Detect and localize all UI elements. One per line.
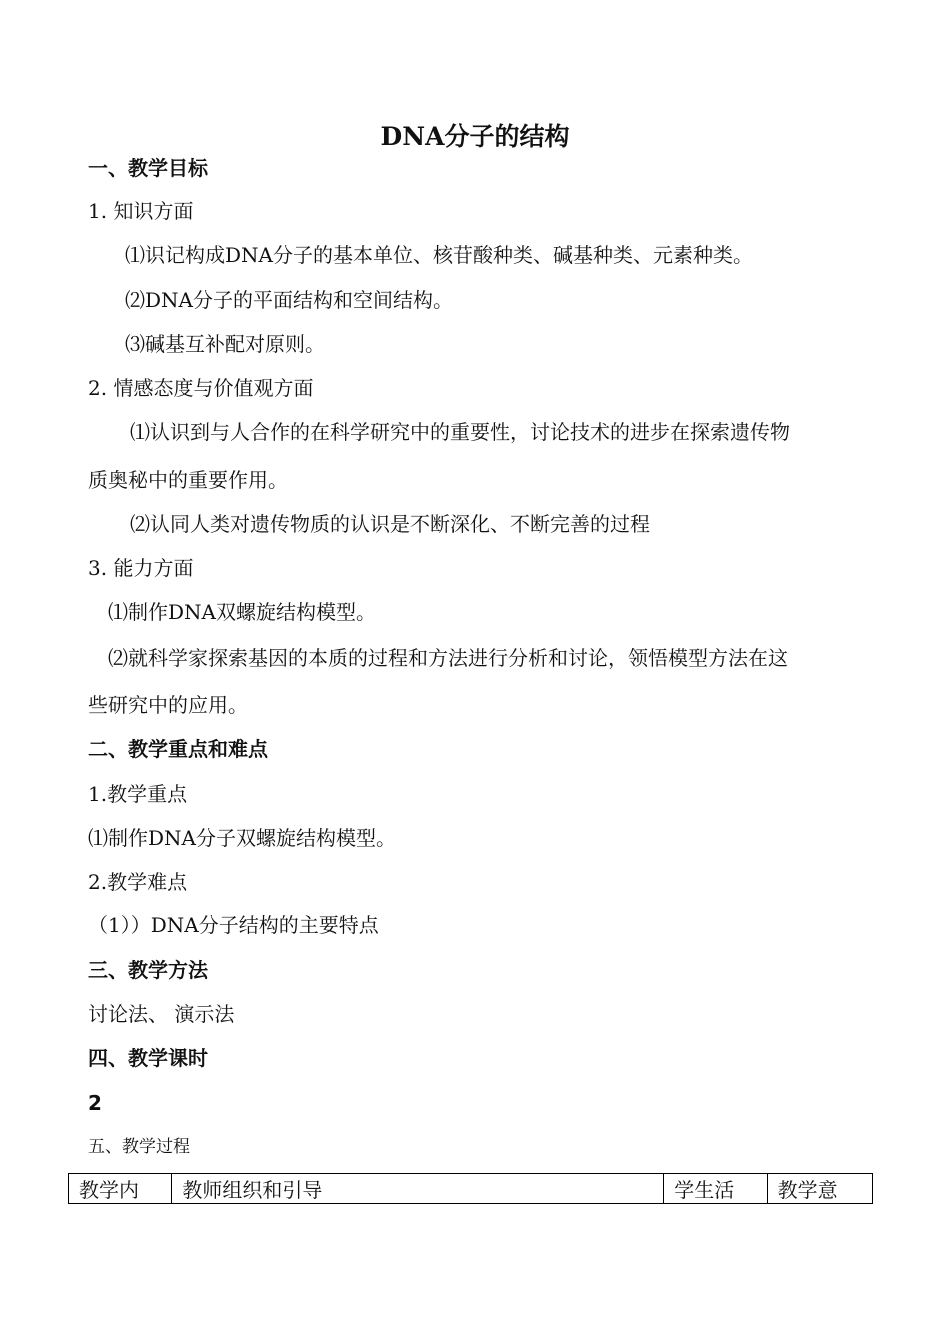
subheading-knowledge: 1. 知识方面: [88, 199, 194, 223]
subheading-key-point: 1.教学重点: [88, 782, 188, 806]
attitude-item-1-line-2: 质奥秘中的重要作用。: [88, 468, 288, 492]
table-header-student: 学生活: [664, 1174, 767, 1204]
key-point-item: ⑴制作DNA分子双螺旋结构模型。: [88, 826, 396, 850]
page-title: DNA分子的结构: [380, 122, 570, 151]
periods-content: 2: [88, 1091, 102, 1115]
knowledge-item-2: ⑵DNA分子的平面结构和空间结构。: [125, 288, 453, 312]
knowledge-item-1: ⑴识记构成DNA分子的基本单位、核苷酸种类、碱基种类、元素种类。: [125, 243, 753, 267]
subheading-difficulty: 2.教学难点: [88, 870, 188, 894]
process-table: [68, 1173, 873, 1204]
methods-content: 讨论法、 演示法: [88, 1002, 235, 1026]
section-heading-key-points: 二、教学重点和难点: [88, 737, 268, 761]
section-heading-process: 五、教学过程: [88, 1137, 190, 1157]
table-header-content: 教学内: [69, 1174, 172, 1204]
table-header-teacher: 教师组织和引导: [172, 1174, 664, 1204]
table-header-intent: 教学意: [767, 1174, 872, 1204]
section-heading-objectives: 一、教学目标: [88, 156, 208, 180]
difficulty-item: （1））DNA分子结构的主要特点: [88, 913, 379, 937]
subheading-attitude: 2. 情感态度与价值观方面: [88, 376, 314, 400]
ability-item-1: ⑴制作DNA双螺旋结构模型。: [108, 600, 376, 624]
section-heading-methods: 三、教学方法: [88, 958, 208, 982]
attitude-item-1-line-1: ⑴认识到与人合作的在科学研究中的重要性，讨论技术的进步在探索遗传物: [130, 420, 790, 444]
ability-item-2-line-1: ⑵就科学家探索基因的本质的过程和方法进行分析和讨论，领悟模型方法在这: [108, 646, 788, 670]
ability-item-2-line-2: 些研究中的应用。: [88, 693, 248, 717]
subheading-ability: 3. 能力方面: [88, 556, 194, 580]
table-header-row: [69, 1174, 873, 1204]
section-heading-periods: 四、教学课时: [88, 1046, 208, 1070]
attitude-item-2: ⑵认同人类对遗传物质的认识是不断深化、不断完善的过程: [130, 512, 650, 536]
knowledge-item-3: ⑶碱基互补配对原则。: [125, 332, 325, 356]
